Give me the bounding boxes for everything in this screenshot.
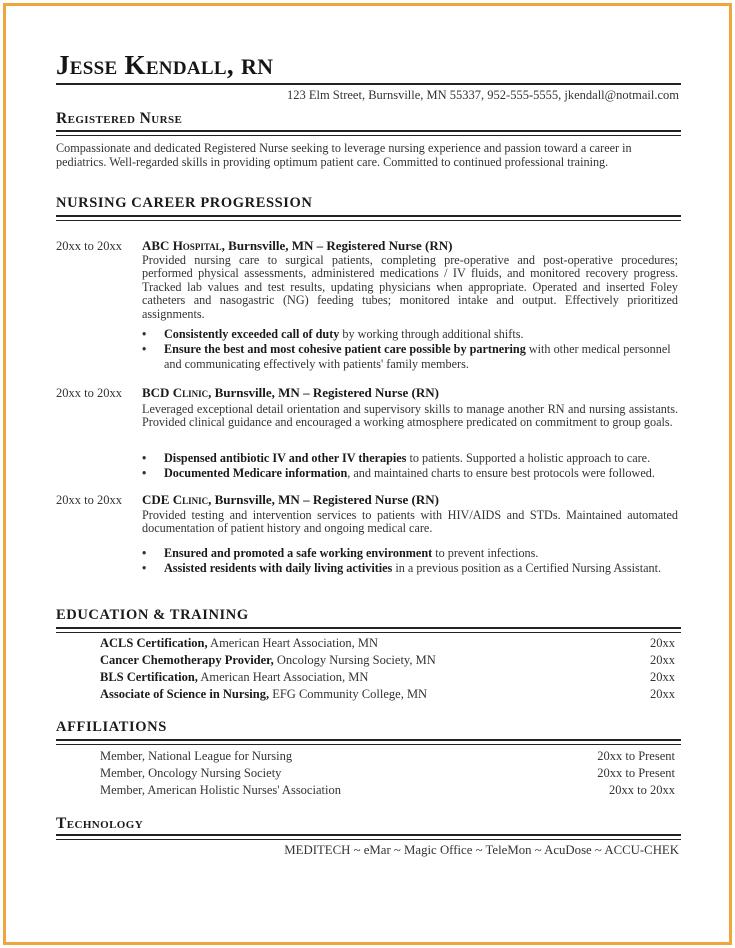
education-heading: EDUCATION & TRAINING [56, 607, 249, 623]
education-year: 20xx [650, 653, 675, 667]
bullet-text: to prevent infections. [432, 546, 539, 560]
career-heading: NURSING CAREER PROGRESSION [56, 195, 313, 211]
technology-heading: Technology [56, 815, 144, 832]
job-title [142, 238, 453, 254]
job-bullet: • Dispensed antibiotic IV and other IV therapies to patients. Supported a holistic approach to care. [142, 451, 651, 465]
affiliations-heading: AFFILIATIONS [56, 719, 167, 735]
education-year: 20xx [650, 670, 675, 684]
education-credential: Associate of Science in Nursing, [100, 687, 270, 701]
job-location-role: , Burnsville, MN – Registered Nurse (RN) [208, 385, 439, 400]
bullet-bold: Documented Medicare information [164, 466, 348, 480]
bullet-text: , and maintained charts to ensure best protocols were followed. [347, 466, 655, 480]
career-rule [56, 215, 681, 221]
objective-heading: Registered Nurse [56, 110, 183, 127]
education-item [100, 687, 675, 702]
affiliations-rule [56, 739, 681, 745]
affiliation-years: 20xx to Present [597, 766, 675, 780]
technology-rule [56, 834, 681, 840]
job-location-role: , Burnsville, MN – Registered Nurse (RN) [208, 492, 439, 507]
job-company: CDE Clinic [142, 492, 209, 507]
technology-list: MEDITECH ~ eMar ~ Magic Office ~ TeleMon ~ AcuDose ~ ACCU-CHEK [284, 843, 679, 857]
summary-line-2: pediatrics. Well-regarded skills in providing optimum patient care. Committed to continued professional training. [56, 155, 609, 169]
job-dates: 20xx to 20xx [56, 239, 122, 253]
job-bullets [142, 546, 680, 576]
affiliation-years: 20xx to Present [597, 749, 675, 763]
name-credential: RN [240, 54, 274, 79]
affiliation-name: Member, Oncology Nursing Society [100, 766, 282, 780]
affiliation-years: 20xx to 20xx [609, 783, 675, 797]
bullet-text: with other medical personnel and communicating effectively with patients' family members. [164, 342, 671, 371]
job-bullet: • Documented Medicare information, and maintained charts to ensure best protocols were followed. [142, 466, 655, 480]
bullet-bold: Ensure the best and most cohesive patient care possible by partnering [164, 342, 526, 356]
job-bullets [142, 451, 680, 481]
affiliation-item [100, 783, 675, 798]
name-text: Jesse Kendall, [56, 50, 234, 80]
education-provider: American Heart Association, MN [197, 670, 369, 684]
job-title [142, 492, 439, 508]
header-rule [56, 83, 681, 85]
job-bullet: • Consistently exceeded call of duty by working through additional shifts. [142, 327, 524, 341]
education-provider: Oncology Nursing Society, MN [273, 653, 436, 667]
job-bullets [142, 327, 680, 372]
candidate-name [56, 50, 273, 81]
affiliation-item [100, 766, 675, 781]
affiliation-item [100, 749, 675, 764]
summary-paragraph [56, 141, 678, 169]
job-bullet: • Ensured and promoted a safe working environment to prevent infections. [142, 546, 539, 560]
education-item [100, 636, 675, 651]
education-rule [56, 627, 681, 633]
education-provider: EFG Community College, MN [269, 687, 428, 701]
bullet-bold: Ensured and promoted a safe working environment [164, 546, 433, 560]
education-provider: American Heart Association, MN [207, 636, 379, 650]
affiliation-name: Member, National League for Nursing [100, 749, 293, 763]
job-description: Provided testing and intervention services to patients with HIV/AIDS and STDs. Maintained automated documentation of patient history and ongoing medical care. [142, 508, 678, 536]
bullet-text: in a previous position as a Certified Nursing Assistant. [392, 561, 662, 575]
education-item [100, 653, 675, 668]
education-credential: ACLS Certification, [100, 636, 208, 650]
education-year: 20xx [650, 687, 675, 701]
bullet-bold: Consistently exceeded call of duty [164, 327, 340, 341]
summary-line-1: Compassionate and dedicated Registered Nurse seeking to leverage nursing experience and passion toward a career in [56, 141, 632, 155]
job-bullet: • Ensure the best and most cohesive patient care possible by partnering with other medical personnel and communicating effectively with patients' family members. [142, 342, 671, 371]
education-credential: Cancer Chemotherapy Provider, [100, 653, 274, 667]
objective-rule [56, 130, 681, 136]
education-credential: BLS Certification, [100, 670, 198, 684]
job-location-role: , Burnsville, MN – Registered Nurse (RN) [221, 238, 453, 253]
bullet-bold: Dispensed antibiotic IV and other IV therapies [164, 451, 407, 465]
bullet-bold: Assisted residents with daily living activities [164, 561, 393, 575]
education-year: 20xx [650, 636, 675, 650]
affiliation-name: Member, American Holistic Nurses' Association [100, 783, 341, 797]
job-description: Provided nursing care to surgical patients, completing pre-operative and post-operative procedures; performed physical assessments, administered medications / IV fluids, and monitored recovery progress. Tracked lab values and test results, updating physicians when appropriate. Operated and inserted Foley catheters and nasogastric (NG) feeding tubes; monitored intake and output. Effectively prioritized assignments. [142, 253, 678, 321]
job-company: ABC Hospital [142, 238, 222, 253]
contact-line: 123 Elm Street, Burnsville, MN 55337, 952-555-5555, jkendall@notmail.com [286, 88, 679, 102]
job-company: BCD Clinic [142, 385, 209, 400]
bullet-text: to patients. Supported a holistic approach to care. [406, 451, 651, 465]
education-item [100, 670, 675, 685]
job-title [142, 385, 439, 401]
job-bullet: • Assisted residents with daily living activities in a previous position as a Certified Nursing Assistant. [142, 561, 662, 575]
job-description: Leveraged exceptional detail orientation and supervisory skills to manage another RN and nursing assistants. Provided clinical guidance and encouraged a working atmosphere predicated on commitment to group goals. [142, 402, 678, 430]
job-dates: 20xx to 20xx [56, 386, 122, 400]
job-dates: 20xx to 20xx [56, 493, 122, 507]
bullet-text: by working through additional shifts. [339, 327, 524, 341]
